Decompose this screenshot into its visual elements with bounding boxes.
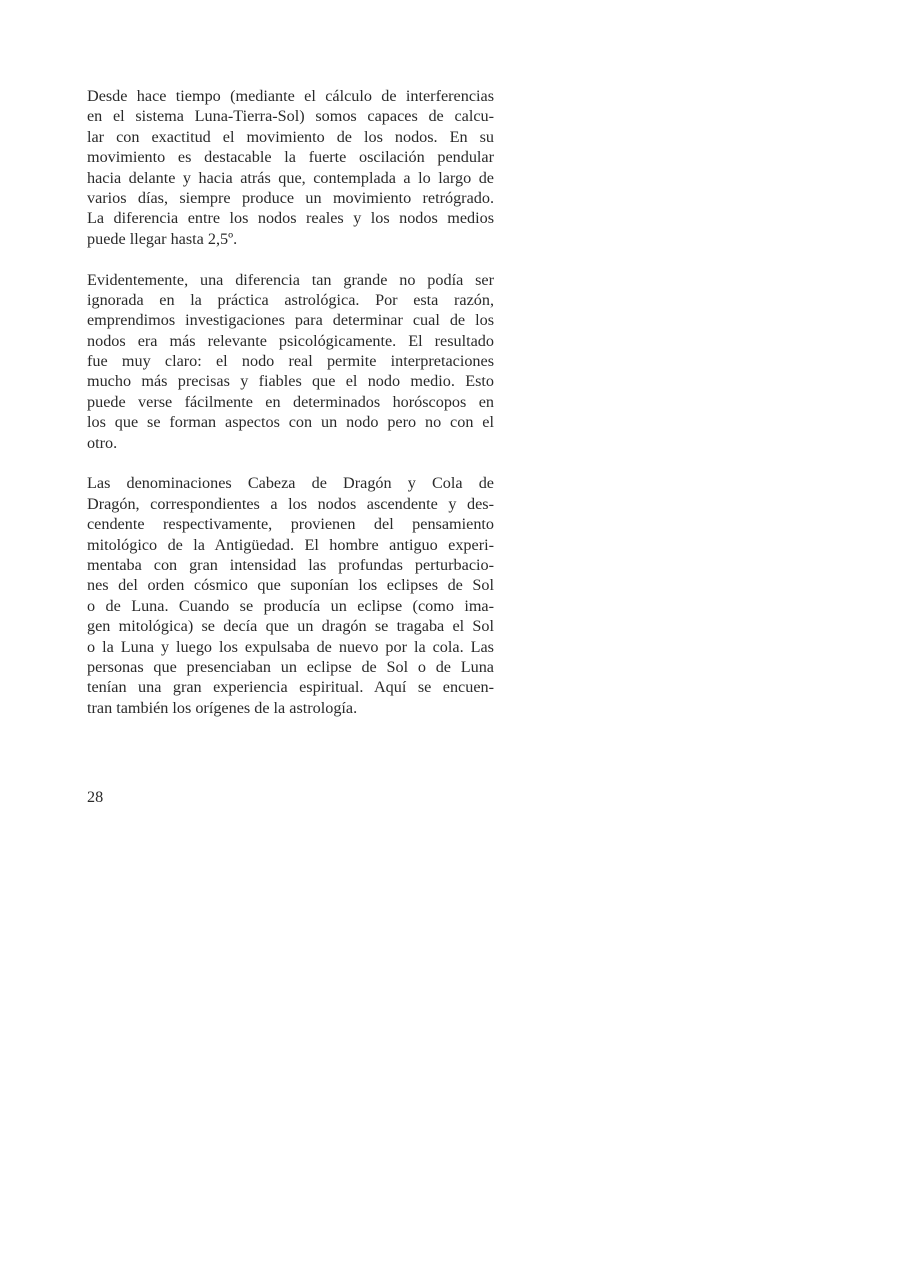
text-line: nodos era más relevante psicológicamente. El resultado xyxy=(87,331,494,350)
text-line: en el sistema Luna-Tierra-Sol) somos capaces de calcu- xyxy=(87,107,494,126)
text-line: mentaba con gran intensidad las profundas perturbacio- xyxy=(87,555,494,574)
text-line: tran también los orígenes de la astrología. xyxy=(87,698,358,717)
text-line: hacia delante y hacia atrás que, contemplada a lo largo de xyxy=(87,168,494,187)
text-line: nes del orden cósmico que suponían los eclipses de Sol xyxy=(87,576,494,595)
text-line: fue muy claro: el nodo real permite interpretaciones xyxy=(87,352,494,371)
text-line: puede verse fácilmente en determinados horóscopos en xyxy=(87,392,494,411)
page-number: 28 xyxy=(87,788,104,806)
text-line: o la Luna y luego los expulsaba de nuevo por la cola. Las xyxy=(87,637,494,656)
paragraph-nodes-motion xyxy=(87,86,494,249)
paragraph-true-node xyxy=(87,270,494,454)
text-line: emprendimos investigaciones para determinar cual de los xyxy=(87,311,494,330)
text-line: varios días, siempre produce un movimiento retrógrado. xyxy=(87,188,494,207)
text-line: La diferencia entre los nodos reales y los nodos medios xyxy=(87,209,494,228)
text-line: los que se forman aspectos con un nodo pero no con el xyxy=(87,413,494,432)
text-line: Dragón, correspondientes a los nodos ascendente y des- xyxy=(87,494,494,513)
text-line: puede llegar hasta 2,5º. xyxy=(87,229,238,248)
text-line: ignorada en la práctica astrológica. Por esta razón, xyxy=(87,290,494,309)
text-line: gen mitológica) se decía que un dragón se tragaba el Sol xyxy=(87,617,494,636)
body-text xyxy=(87,86,494,739)
text-line: movimiento es destacable la fuerte oscilación pendular xyxy=(87,148,494,167)
text-line: tenían una gran experiencia espiritual. Aquí se encuen- xyxy=(87,678,494,697)
text-line: mitológico de la Antigüedad. El hombre antiguo experi- xyxy=(87,535,494,554)
text-line: Evidentemente, una diferencia tan grande no podía ser xyxy=(87,270,494,289)
text-line: mucho más precisas y fiables que el nodo medio. Esto xyxy=(87,372,494,391)
text-line: otro. xyxy=(87,433,118,452)
text-line: Las denominaciones Cabeza de Dragón y Cola de xyxy=(87,474,494,493)
text-line: personas que presenciaban un eclipse de Sol o de Luna xyxy=(87,657,494,676)
text-line: Desde hace tiempo (mediante el cálculo de interferencias xyxy=(87,87,494,105)
text-line: o de Luna. Cuando se producía un eclipse (como ima- xyxy=(87,596,494,615)
paragraph-dragon-names xyxy=(87,473,494,718)
text-line: lar con exactitud el movimiento de los nodos. En su xyxy=(87,127,494,146)
text-line: cendente respectivamente, provienen del pensamiento xyxy=(87,515,494,534)
